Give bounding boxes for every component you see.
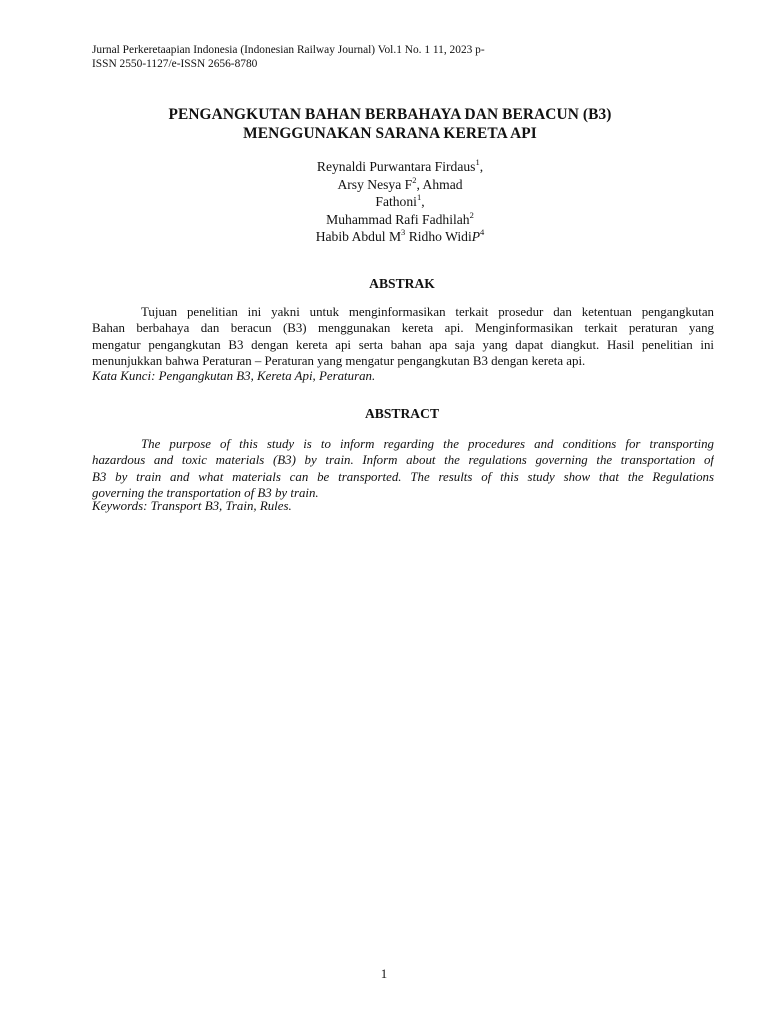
author-name: Muhammad Rafi Fadhilah — [326, 211, 470, 227]
paper-title-line-1: PENGANGKUTAN BAHAN BERBAHAYA DAN BERACUN (B3) — [168, 106, 612, 123]
author-line-4 — [200, 211, 600, 229]
paper-title-line-2: MENGGUNAKAN SARANA KERETA API — [243, 124, 537, 142]
kata-kunci: Kata Kunci: Pengangkutan B3, Kereta Api, Peraturan. — [92, 369, 376, 383]
author-list — [200, 158, 600, 246]
author-name: Ridho Widi — [405, 229, 472, 244]
affiliation-superscript: 1 — [416, 192, 422, 202]
abstract-line: governing the transportation of B3 by train. — [92, 486, 319, 501]
abstrak-line: menunjukkan bahwa Peraturan – Peraturan yang mengatur pengangkutan B3 dengan kereta api. — [92, 354, 586, 369]
paper-title — [60, 106, 720, 143]
keywords: Keywords: Transport B3, Train, Rules. — [92, 499, 292, 513]
author-name-initial: P — [471, 229, 481, 244]
abstrak-line: mengatur pengangkutan B3 dengan kereta api serta bahan apa saja yang dapat diangkut. Hasil penelitian ini — [92, 337, 714, 352]
affiliation-superscript: 3 — [401, 227, 406, 237]
abstrak-line: Bahan berbahaya dan beracun (B3) menggunakan kereta api. Menginformasikan terkait peraturan yang — [92, 321, 714, 336]
journal-header — [92, 43, 612, 71]
journal-header-line-1: Jurnal Perkeretaapian Indonesia (Indonesian Railway Journal) Vol.1 No. 1 11, 2023 p- — [92, 44, 485, 56]
author-separator: , — [479, 159, 484, 174]
author-name: Arsy Nesya F — [337, 176, 413, 192]
abstract-line: hazardous and toxic materials (B3) by train. Inform about the regulations governing the transportation of — [92, 453, 714, 468]
abstract-paragraph — [92, 436, 714, 502]
journal-header-line-2: ISSN 2550-1127/e-ISSN 2656-8780 — [92, 58, 258, 70]
abstrak-heading: ABSTRAK — [369, 276, 435, 291]
affiliation-superscript: 2 — [469, 209, 474, 220]
page-number: 1 — [380, 967, 388, 981]
author-name: Reynaldi Purwantara Firdaus — [316, 159, 476, 174]
abstract-line: B3 by train and what materials can be transported. The results of this study show that the Regulations — [92, 469, 714, 484]
author-line-3 — [200, 193, 600, 211]
abstract-heading: ABSTRACT — [364, 406, 440, 421]
abstrak-paragraph — [92, 304, 714, 370]
author-name: Habib Abdul M — [315, 229, 402, 244]
abstract-line: The purpose of this study is to inform regarding the procedures and conditions for transporting — [141, 437, 714, 451]
author-separator: , Ahmad — [416, 176, 463, 192]
author-name: Fathoni — [375, 194, 417, 209]
author-line-1 — [200, 158, 600, 176]
author-line-2 — [200, 176, 600, 194]
author-line-5 — [200, 228, 600, 246]
author-separator: , — [421, 194, 425, 209]
abstrak-line: Tujuan penelitian ini yakni untuk menginformasikan terkait prosedur dan ketentuan pengangkutan — [141, 305, 714, 319]
affiliation-superscript: 2 — [412, 174, 417, 185]
affiliation-superscript: 1 — [475, 157, 480, 167]
affiliation-superscript: 4 — [480, 227, 485, 237]
